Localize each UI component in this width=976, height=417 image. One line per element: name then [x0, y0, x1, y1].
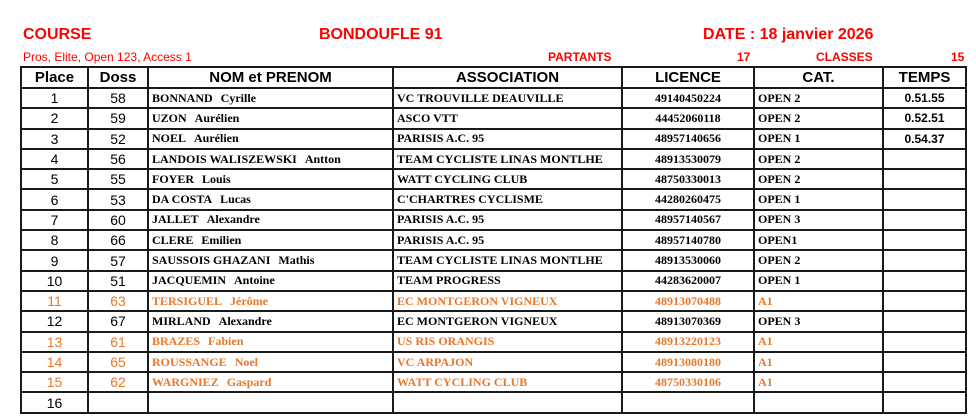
doss-cell: 59	[88, 108, 148, 128]
race-date: DATE : 18 janvier 2026	[703, 26, 874, 43]
time-cell	[883, 352, 966, 372]
name-cell	[148, 149, 393, 169]
first-name: Fabien	[208, 334, 244, 349]
category-cell: OPEN 2	[754, 149, 883, 169]
last-name: MIRLAND	[152, 313, 211, 328]
time-cell	[883, 169, 966, 189]
name-cell	[148, 189, 393, 209]
first-name: Emilien	[201, 232, 242, 247]
doss-cell: 58	[88, 88, 148, 108]
time-cell	[883, 250, 966, 270]
first-name: Aurélien	[194, 110, 240, 125]
name-cell	[148, 392, 393, 412]
first-name: Mathis	[278, 253, 315, 268]
doss-cell: 63	[88, 291, 148, 311]
category-cell: A1	[754, 372, 883, 392]
last-name: JALLET	[152, 212, 199, 227]
table-row	[21, 149, 966, 169]
place-cell: 2	[21, 108, 88, 128]
table-row	[21, 108, 966, 128]
category-cell: OPEN 1	[754, 129, 883, 149]
category-cell: OPEN1	[754, 230, 883, 250]
table-row	[21, 210, 966, 230]
time-cell	[883, 392, 966, 412]
category-cell: OPEN 2	[754, 108, 883, 128]
race-location: BONDOUFLE 91	[319, 26, 443, 43]
category-cell: OPEN 1	[754, 271, 883, 291]
time-cell	[883, 372, 966, 392]
column-header-place: Place	[21, 67, 88, 88]
category-cell: OPEN 3	[754, 311, 883, 331]
table-row	[21, 169, 966, 189]
name-cell	[148, 210, 393, 230]
last-name: ROUSSANGE	[152, 354, 227, 369]
place-cell: 13	[21, 332, 88, 352]
column-header-association: ASSOCIATION	[393, 67, 622, 88]
first-name: Lucas	[220, 192, 251, 207]
doss-cell: 55	[88, 169, 148, 189]
first-name: Louis	[202, 171, 231, 186]
place-cell: 8	[21, 230, 88, 250]
licence-cell: 44283620007	[622, 271, 754, 291]
licence-cell: 48913220123	[622, 332, 754, 352]
first-name: Jérôme	[230, 293, 269, 308]
doss-cell: 51	[88, 271, 148, 291]
column-header-cat: CAT.	[754, 67, 883, 88]
category-cell: OPEN 2	[754, 250, 883, 270]
last-name: BRAZES	[152, 334, 201, 349]
place-cell: 15	[21, 372, 88, 392]
licence-cell: 48750330106	[622, 372, 754, 392]
column-header-doss: Doss	[88, 67, 148, 88]
name-cell	[148, 311, 393, 331]
doss-cell: 53	[88, 189, 148, 209]
category-cell: OPEN 3	[754, 210, 883, 230]
licence-cell: 49140450224	[622, 88, 754, 108]
first-name: Gaspard	[226, 374, 272, 389]
time-cell	[883, 210, 966, 230]
last-name: DA COSTA	[152, 192, 213, 207]
place-cell: 7	[21, 210, 88, 230]
first-name: Aurélien	[194, 131, 239, 146]
association-cell: EC MONTGERON VIGNEUX	[393, 311, 622, 331]
category-cell: A1	[754, 352, 883, 372]
association-cell: US RIS ORANGIS	[393, 332, 622, 352]
association-cell: TEAM CYCLISTE LINAS MONTLHE	[393, 149, 622, 169]
licence-cell: 48913080180	[622, 352, 754, 372]
course-label: COURSE	[23, 26, 92, 43]
table-row	[21, 88, 966, 108]
category-cell: OPEN 2	[754, 88, 883, 108]
last-name: TERSIGUEL	[152, 293, 223, 308]
last-name: NOEL	[152, 131, 187, 146]
time-cell	[883, 332, 966, 352]
last-name: UZON	[152, 110, 187, 125]
first-name: Cyrille	[220, 90, 256, 105]
classes-count: 15	[951, 50, 965, 64]
doss-cell: 52	[88, 129, 148, 149]
category-cell: OPEN 2	[754, 169, 883, 189]
licence-cell: 48913530060	[622, 250, 754, 270]
last-name: SAUSSOIS GHAZANI	[152, 253, 271, 268]
name-cell	[148, 291, 393, 311]
last-name: JACQUEMIN	[152, 273, 226, 288]
place-cell: 12	[21, 311, 88, 331]
table-row	[21, 311, 966, 331]
place-cell: 14	[21, 352, 88, 372]
column-header-nom-prenom: NOM et PRENOM	[148, 67, 393, 88]
category-cell	[754, 392, 883, 412]
place-cell: 1	[21, 88, 88, 108]
place-cell: 3	[21, 129, 88, 149]
category-cell: A1	[754, 291, 883, 311]
table-row	[21, 392, 966, 412]
table-row	[21, 271, 966, 291]
place-cell: 16	[21, 392, 88, 412]
place-cell: 11	[21, 291, 88, 311]
partants-count: 17	[737, 50, 751, 64]
time-cell: 0.52.51	[883, 108, 966, 128]
time-cell	[883, 311, 966, 331]
first-name: Antton	[304, 151, 341, 166]
category-cell: A1	[754, 332, 883, 352]
place-cell: 4	[21, 149, 88, 169]
association-cell: TEAM CYCLISTE LINAS MONTLHE	[393, 250, 622, 270]
association-cell: WATT CYCLING CLUB	[393, 372, 622, 392]
first-name: Antoine	[234, 273, 275, 288]
association-cell: PARISIS A.C. 95	[393, 129, 622, 149]
association-cell: VC TROUVILLE DEAUVILLE	[393, 88, 622, 108]
time-cell	[883, 291, 966, 311]
table-row	[21, 230, 966, 250]
last-name: CLERE	[152, 232, 194, 247]
association-cell: EC MONTGERON VIGNEUX	[393, 291, 622, 311]
table-header-row	[21, 67, 966, 88]
time-cell	[883, 149, 966, 169]
place-cell: 9	[21, 250, 88, 270]
doss-cell: 56	[88, 149, 148, 169]
licence-cell: 48750330013	[622, 169, 754, 189]
results-table	[20, 66, 967, 414]
last-name: BONNAND	[152, 90, 213, 105]
time-cell	[883, 230, 966, 250]
name-cell	[148, 88, 393, 108]
doss-cell: 66	[88, 230, 148, 250]
last-name: LANDOIS WALISZEWSKI	[152, 151, 297, 166]
name-cell	[148, 271, 393, 291]
doss-cell: 60	[88, 210, 148, 230]
licence-cell: 44280260475	[622, 189, 754, 209]
licence-cell: 48957140656	[622, 129, 754, 149]
table-row	[21, 372, 966, 392]
name-cell	[148, 332, 393, 352]
time-cell	[883, 271, 966, 291]
time-cell	[883, 189, 966, 209]
time-cell: 0.51.55	[883, 88, 966, 108]
licence-cell	[622, 392, 754, 412]
association-cell: ASCO VTT	[393, 108, 622, 128]
association-cell: PARISIS A.C. 95	[393, 210, 622, 230]
first-name: Alexandre	[218, 313, 272, 328]
doss-cell	[88, 392, 148, 412]
licence-cell: 48957140567	[622, 210, 754, 230]
table-row	[21, 189, 966, 209]
association-cell: C'CHARTRES CYCLISME	[393, 189, 622, 209]
licence-cell: 44452060118	[622, 108, 754, 128]
table-row	[21, 250, 966, 270]
last-name: WARGNIEZ	[152, 374, 219, 389]
table-row	[21, 129, 966, 149]
licence-cell: 48913070488	[622, 291, 754, 311]
name-cell	[148, 108, 393, 128]
classes-label: CLASSES	[816, 50, 873, 64]
name-cell	[148, 129, 393, 149]
association-cell: TEAM PROGRESS	[393, 271, 622, 291]
time-cell: 0.54.37	[883, 129, 966, 149]
association-cell: VC ARPAJON	[393, 352, 622, 372]
column-header-licence: LICENCE	[622, 67, 754, 88]
race-categories: Pros, Elite, Open 123, Access 1	[23, 50, 192, 64]
last-name: FOYER	[152, 171, 194, 186]
licence-cell: 48957140780	[622, 230, 754, 250]
doss-cell: 57	[88, 250, 148, 270]
doss-cell: 62	[88, 372, 148, 392]
place-cell: 5	[21, 169, 88, 189]
partants-label: PARTANTS	[548, 50, 612, 64]
licence-cell: 48913070369	[622, 311, 754, 331]
doss-cell: 65	[88, 352, 148, 372]
column-header-temps: TEMPS	[883, 67, 966, 88]
name-cell	[148, 230, 393, 250]
first-name: Noel	[234, 354, 259, 369]
place-cell: 10	[21, 271, 88, 291]
name-cell	[148, 169, 393, 189]
name-cell	[148, 352, 393, 372]
doss-cell: 67	[88, 311, 148, 331]
first-name: Alexandre	[206, 212, 260, 227]
doss-cell: 61	[88, 332, 148, 352]
association-cell	[393, 392, 622, 412]
licence-cell: 48913530079	[622, 149, 754, 169]
name-cell	[148, 372, 393, 392]
name-cell	[148, 250, 393, 270]
category-cell: OPEN 1	[754, 189, 883, 209]
table-row	[21, 332, 966, 352]
table-row	[21, 352, 966, 372]
association-cell: PARISIS A.C. 95	[393, 230, 622, 250]
association-cell: WATT CYCLING CLUB	[393, 169, 622, 189]
place-cell: 6	[21, 189, 88, 209]
table-row	[21, 291, 966, 311]
